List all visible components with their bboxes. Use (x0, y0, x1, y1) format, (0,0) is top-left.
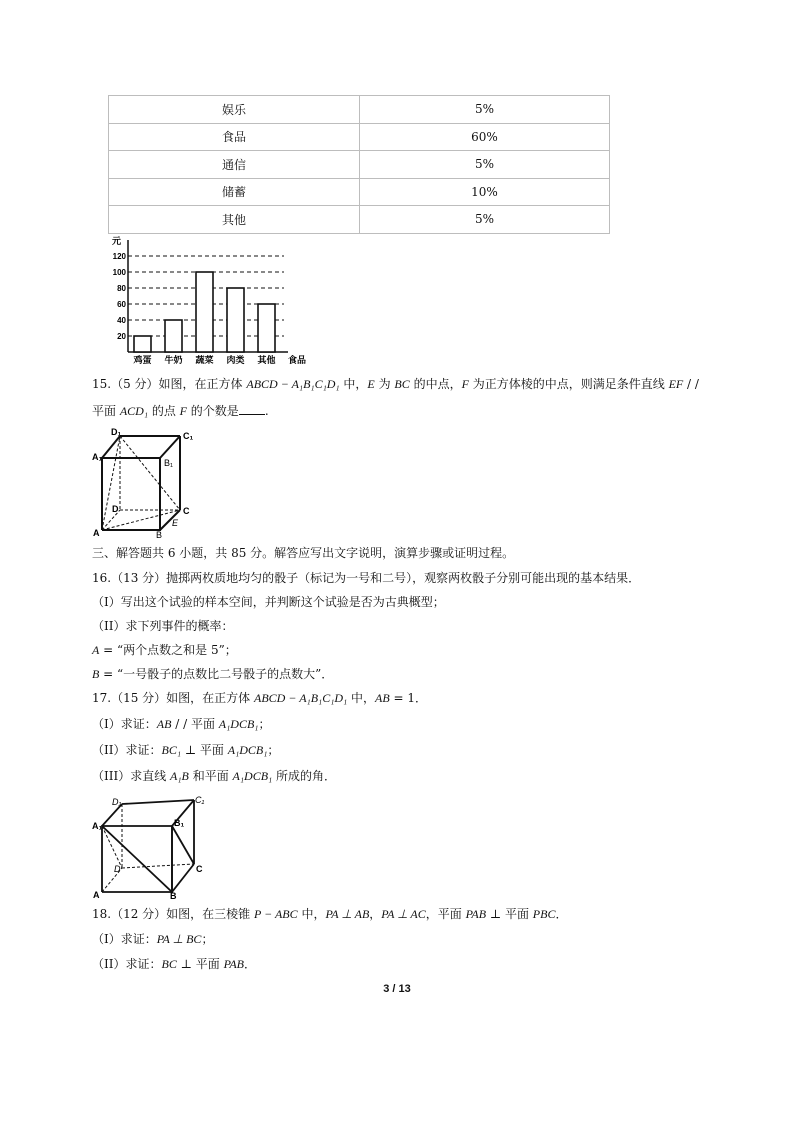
y-tick-label: 80 (117, 284, 126, 293)
table-row (109, 151, 610, 179)
q17-label-A: A (93, 890, 100, 900)
q16-part-1: （I）写出这个试验的样本空间，并判断这个试验是否为古典概型； (92, 595, 445, 609)
q15-stem-line1: 15.（5 分）如图，在正方体 ABCD − A₁B₁C₁D₁ 中，E 为 BC 的中点，F 为正方体棱的中点，则满足条件直线 EF / / (92, 377, 699, 391)
q18-stem: 18.（12 分）如图，在三棱锥 P − ABC 中，PA ⊥ AB，PA ⊥ AC，平面 PAB ⊥ 平面 PBC． (92, 907, 568, 921)
table-row (109, 96, 610, 124)
table-row (109, 178, 610, 206)
q16-stem: 16.（13 分）抛掷两枚质地均匀的骰子（标记为一号和二号），观察两枚骰子分别可能出现的基本结果． (92, 571, 641, 585)
q17-label-A1: A₁ (92, 821, 103, 831)
q15-label-E: E (172, 518, 179, 528)
table-cell-item: 食品 (109, 123, 360, 151)
q18-part-1: （I）求证：PA ⊥ BC； (92, 932, 214, 946)
table-cell-percent: 10% (360, 178, 610, 206)
y-tick-label: 60 (117, 300, 126, 309)
y-tick-label: 40 (117, 316, 126, 325)
x-tick-label: 其他 (257, 355, 276, 365)
table-cell-percent: 5% (360, 151, 610, 179)
q17-cube-figure (90, 792, 206, 900)
q15-cube-figure (90, 426, 200, 538)
bar (258, 304, 275, 352)
table-cell-item: 储蓄 (109, 178, 360, 206)
q18-part-2: （II）求证：BC ⊥ 平面 PAB． (92, 957, 257, 971)
x-tick-label: 蔬菜 (195, 355, 214, 365)
q15-label-D1: D₁ (111, 427, 122, 437)
x-tick-label: 肉类 (226, 355, 245, 365)
q17-part-3: （III）求直线 A₁B 和平面 A₁DCB₁ 所成的角． (92, 769, 337, 783)
table-cell-item: 通信 (109, 151, 360, 179)
q17-label-D: D (114, 864, 121, 874)
page-number: 3 / 13 (383, 983, 411, 995)
table-cell-percent: 60% (360, 123, 610, 151)
q15-label-B1: B₁ (164, 458, 174, 468)
q17-label-C: C (196, 864, 203, 874)
section-3-heading: 三、解答题共 6 小题，共 85 分。解答应写出文字说明，演算步骤或证明过程。 (92, 546, 515, 560)
q15-label-A1: A₁ (92, 452, 103, 462)
x-tick-label: 鸡蛋 (133, 355, 152, 365)
x-axis-label: 食品 (288, 355, 307, 365)
q15-label-C1: C₁ (183, 431, 194, 441)
q15-label-A: A (93, 528, 100, 538)
table-cell-item: 其他 (109, 206, 360, 234)
table-cell-item: 娱乐 (109, 96, 360, 124)
q17-stem: 17.（15 分）如图，在正方体 ABCD − A₁B₁C₁D₁ 中，AB = 1． (92, 691, 428, 705)
q16-event-a: A = “两个点数之和是 5”； (92, 643, 237, 657)
expense-table (108, 95, 610, 234)
bar (134, 336, 151, 352)
q17-part-2: （II）求证：BC₁ ⊥ 平面 A₁DCB₁； (92, 743, 280, 757)
q17-part-1: （I）求证：AB / / 平面 A₁DCB₁； (92, 717, 271, 731)
answer-blank (239, 403, 265, 415)
q16-event-b: B = “一号骰子的点数比二号骰子的点数大”． (92, 667, 334, 681)
bar (227, 288, 244, 352)
table-row (109, 123, 610, 151)
table-row (109, 206, 610, 234)
q17-label-D1: D₁ (112, 797, 122, 807)
bar (196, 272, 213, 352)
y-tick-label: 120 (112, 252, 126, 261)
q15-label-D: D (112, 504, 119, 514)
y-tick-label: 20 (117, 332, 126, 341)
q15-stem-line2: 平面 ACD₁ 的点 F 的个数是 . (92, 404, 269, 418)
y-tick-label: 100 (112, 268, 126, 277)
table-cell-percent: 5% (360, 96, 610, 124)
y-axis-label: 元 (112, 236, 122, 246)
q15-label-C: C (183, 506, 190, 516)
q17-label-B1: B₁ (174, 818, 185, 828)
q17-label-B: B (170, 891, 177, 900)
q15-label-B: B (156, 530, 163, 538)
q16-part-2: （II）求下列事件的概率： (92, 619, 234, 633)
table-cell-percent: 5% (360, 206, 610, 234)
bar (165, 320, 182, 352)
bar-chart (110, 236, 310, 368)
x-tick-label: 牛奶 (164, 355, 183, 365)
q17-label-C1: C₁ (195, 795, 205, 805)
